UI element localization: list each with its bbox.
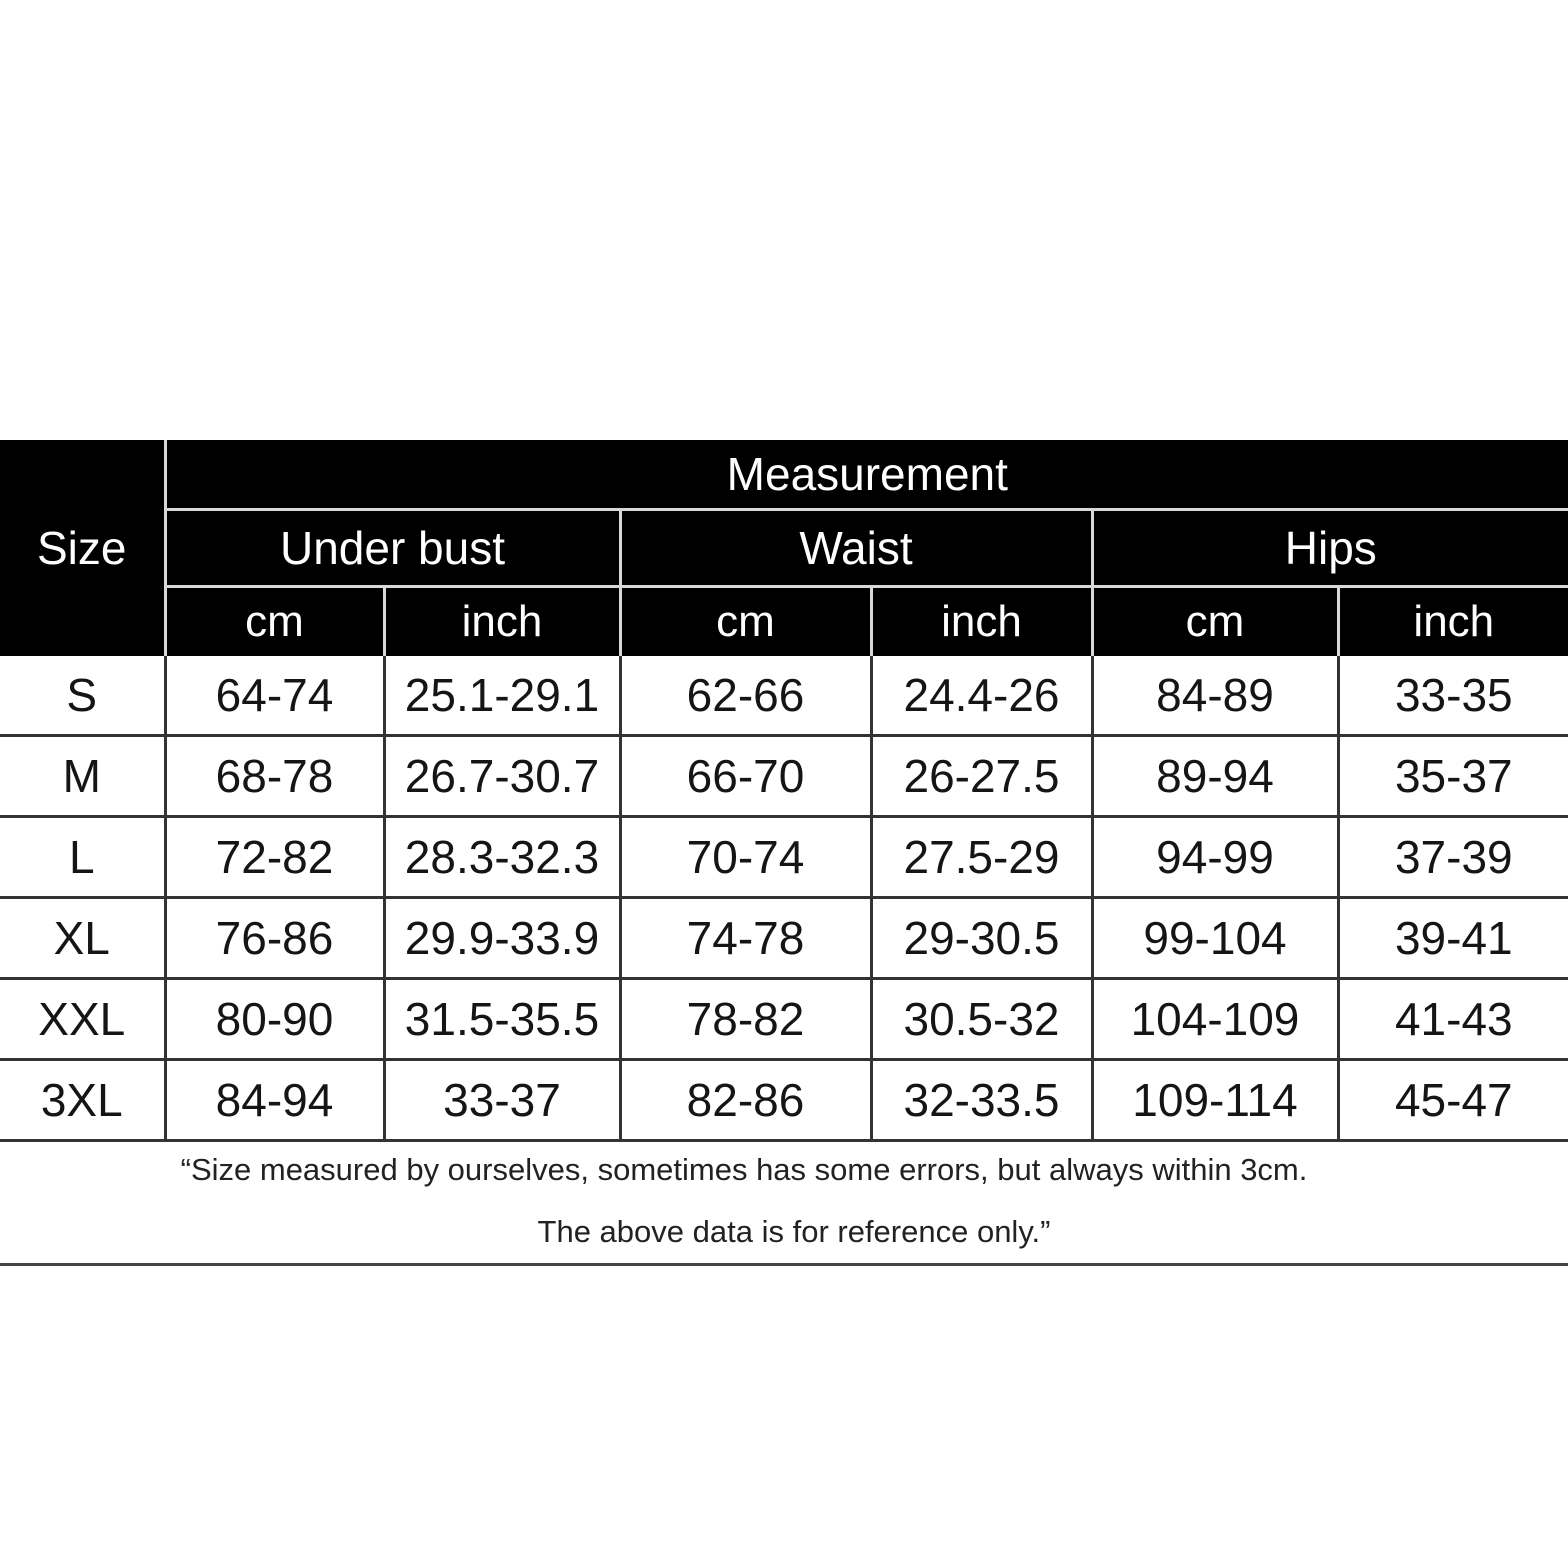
bottom-divider: [0, 1263, 1568, 1266]
table-cell: 29-30.5: [871, 898, 1092, 979]
table-cell: 31.5-35.5: [384, 979, 620, 1060]
table-cell: 33-35: [1338, 656, 1568, 736]
disclaimer-note-line-1: “Size measured by ourselves, sometimes has some errors, but always within 3cm.: [180, 1152, 1308, 1187]
table-cell: 74-78: [620, 898, 871, 979]
table-cell: 94-99: [1092, 817, 1338, 898]
unit-header-waist-cm: cm: [620, 587, 871, 657]
disclaimer-note-line-2: The above data is for reference only.”: [537, 1214, 1051, 1249]
table-cell: 33-37: [384, 1060, 620, 1141]
table-cell: 26.7-30.7: [384, 736, 620, 817]
table-cell: 72-82: [165, 817, 384, 898]
size-cell: 3XL: [0, 1060, 165, 1141]
table-cell: 39-41: [1338, 898, 1568, 979]
table-cell: 76-86: [165, 898, 384, 979]
table-row: [0, 817, 1568, 898]
unit-header-hips-cm: cm: [1092, 587, 1338, 657]
table-row: [0, 656, 1568, 736]
unit-header-waist-inch: inch: [871, 587, 1092, 657]
size-cell: XXL: [0, 979, 165, 1060]
table-row: [0, 979, 1568, 1060]
table-cell: 45-47: [1338, 1060, 1568, 1141]
table-cell: 29.9-33.9: [384, 898, 620, 979]
table-cell: 82-86: [620, 1060, 871, 1141]
table-cell: 26-27.5: [871, 736, 1092, 817]
size-cell: S: [0, 656, 165, 736]
table-cell: 28.3-32.3: [384, 817, 620, 898]
table-cell: 25.1-29.1: [384, 656, 620, 736]
table-cell: 24.4-26: [871, 656, 1092, 736]
size-cell: L: [0, 817, 165, 898]
table-cell: 89-94: [1092, 736, 1338, 817]
table-cell: 99-104: [1092, 898, 1338, 979]
table-cell: 64-74: [165, 656, 384, 736]
measurement-header: Measurement: [165, 440, 1568, 510]
unit-header-under-bust-cm: cm: [165, 587, 384, 657]
table-row: [0, 736, 1568, 817]
table-cell: 27.5-29: [871, 817, 1092, 898]
table-cell: 35-37: [1338, 736, 1568, 817]
size-cell: XL: [0, 898, 165, 979]
table-cell: 41-43: [1338, 979, 1568, 1060]
unit-header-under-bust-inch: inch: [384, 587, 620, 657]
table-cell: 70-74: [620, 817, 871, 898]
table-cell: 84-89: [1092, 656, 1338, 736]
table-cell: 104-109: [1092, 979, 1338, 1060]
table-row: [0, 1060, 1568, 1141]
hips-header: Hips: [1092, 510, 1568, 587]
size-chart-container: [0, 440, 1568, 1142]
size-cell: M: [0, 736, 165, 817]
under-bust-header: Under bust: [165, 510, 620, 587]
table-cell: 109-114: [1092, 1060, 1338, 1141]
table-cell: 37-39: [1338, 817, 1568, 898]
table-cell: 66-70: [620, 736, 871, 817]
table-cell: 62-66: [620, 656, 871, 736]
table-row: [0, 898, 1568, 979]
table-cell: 68-78: [165, 736, 384, 817]
unit-header-hips-inch: inch: [1338, 587, 1568, 657]
table-cell: 80-90: [165, 979, 384, 1060]
size-chart-table: [0, 440, 1568, 1142]
waist-header: Waist: [620, 510, 1092, 587]
table-cell: 84-94: [165, 1060, 384, 1141]
size-column-header: Size: [0, 440, 165, 656]
table-cell: 32-33.5: [871, 1060, 1092, 1141]
table-cell: 30.5-32: [871, 979, 1092, 1060]
table-cell: 78-82: [620, 979, 871, 1060]
